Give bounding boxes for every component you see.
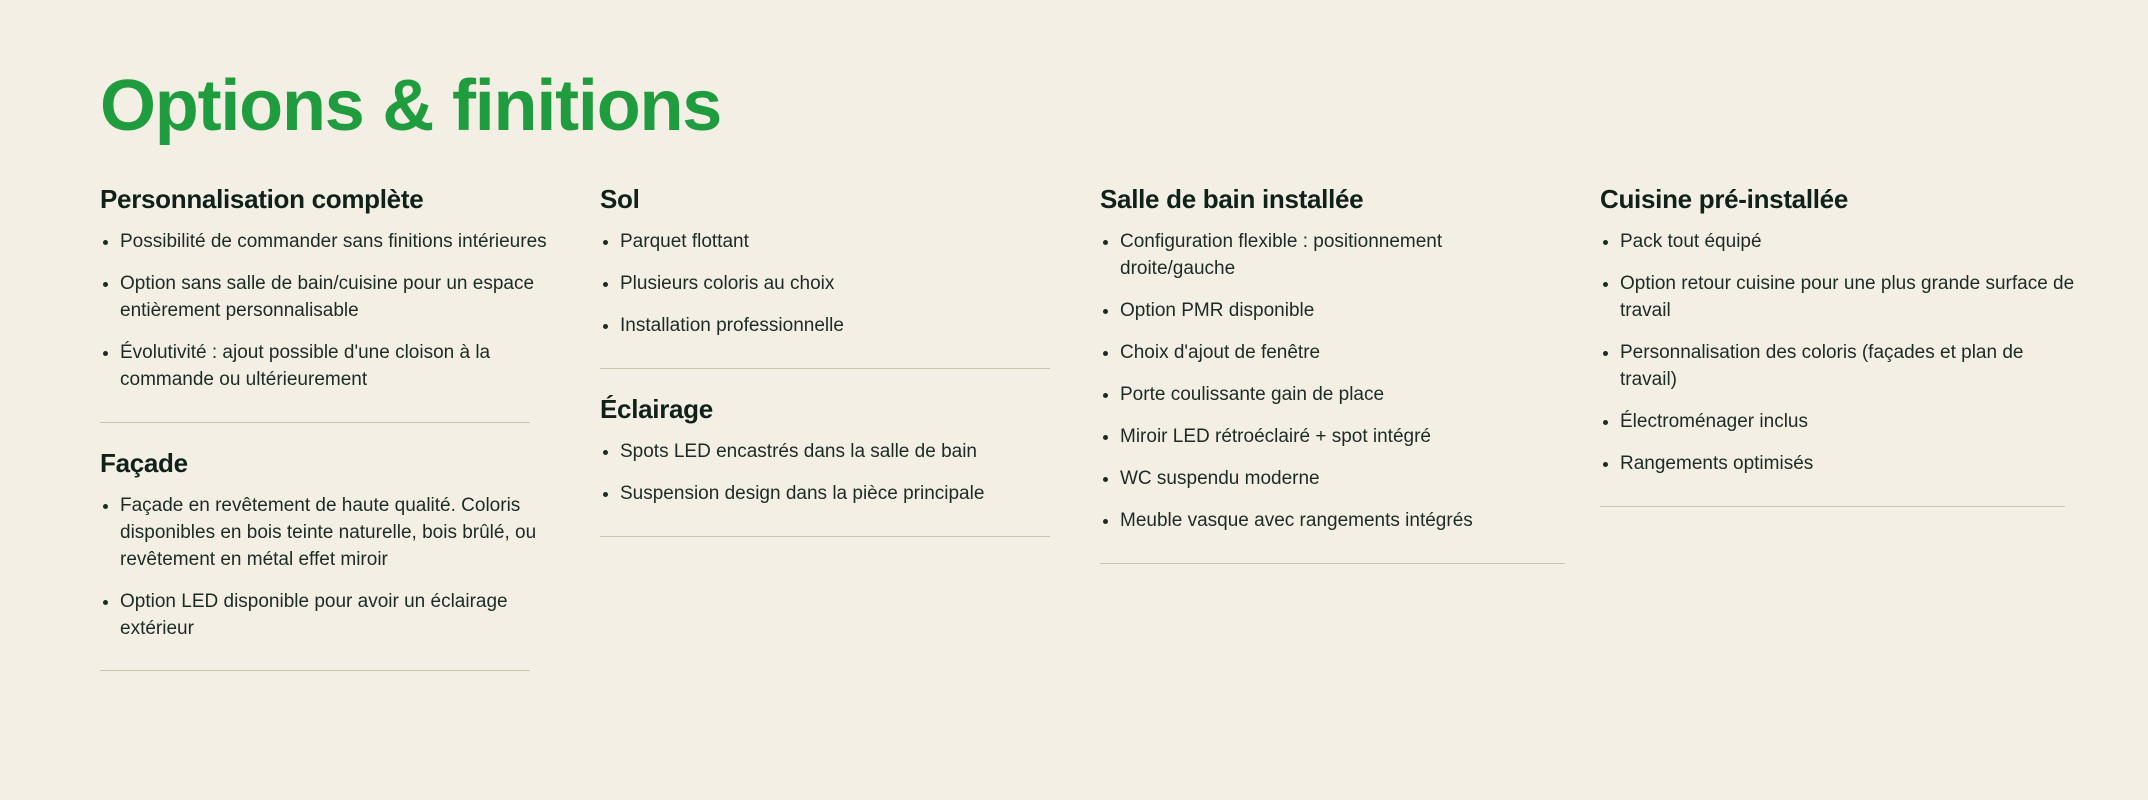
- section-divider: [100, 422, 530, 423]
- section-title: Sol: [600, 184, 640, 214]
- bullet-list: [1600, 229, 2080, 478]
- list-item: Installation professionnelle: [600, 313, 1060, 340]
- list-item: Plusieurs coloris au choix: [600, 271, 1060, 298]
- section-divider: [1600, 506, 2065, 507]
- section-sol: [600, 185, 1060, 369]
- list-item: Meuble vasque avec rangements intégrés: [1100, 508, 1560, 535]
- section-personnalisation-complete: [100, 185, 560, 423]
- list-item: Suspension design dans la pièce principale: [600, 481, 1060, 508]
- list-item: Façade en revêtement de haute qualité. Coloris disponibles en bois teinte naturelle, bois brûlé, ou revêtement en métal effet miroir: [100, 493, 560, 574]
- list-item: Option PMR disponible: [1100, 298, 1560, 325]
- section-title: Personnalisation complète: [100, 184, 424, 214]
- section-divider: [600, 536, 1050, 537]
- columns-container: [100, 185, 2090, 671]
- list-item: Parquet flottant: [600, 229, 1060, 256]
- list-item: Miroir LED rétroéclairé + spot intégré: [1100, 424, 1560, 451]
- section-divider: [1100, 563, 1565, 564]
- list-item: Évolutivité : ajout possible d'une cloison à la commande ou ultérieurement: [100, 340, 560, 394]
- list-item: Option retour cuisine pour une plus grande surface de travail: [1600, 271, 2080, 325]
- section-divider: [100, 670, 530, 671]
- page-title: Options & finitions: [100, 66, 722, 147]
- list-item: Option LED disponible pour avoir un éclairage extérieur: [100, 589, 560, 643]
- list-item: Configuration flexible : positionnement droite/gauche: [1100, 229, 1560, 283]
- section-salle-de-bain: [1100, 185, 1560, 564]
- bullet-list: [100, 493, 560, 643]
- section-cuisine: [1600, 185, 2080, 507]
- section-divider: [600, 368, 1050, 369]
- list-item: Pack tout équipé: [1600, 229, 2080, 256]
- list-item: Électroménager inclus: [1600, 409, 2080, 436]
- section-eclairage: [600, 395, 1060, 537]
- column-personnalisation: [100, 185, 600, 671]
- bullet-list: [600, 439, 1060, 508]
- list-item: Option sans salle de bain/cuisine pour un espace entièrement personnalisable: [100, 271, 560, 325]
- column-sol-eclairage: [600, 185, 1100, 537]
- list-item: Spots LED encastrés dans la salle de bain: [600, 439, 1060, 466]
- section-title: Façade: [100, 447, 188, 478]
- list-item: Personnalisation des coloris (façades et plan de travail): [1600, 340, 2080, 394]
- column-salle-de-bain: [1100, 185, 1600, 564]
- section-title: Cuisine pré-installée: [1600, 184, 1849, 214]
- list-item: Possibilité de commander sans finitions intérieures: [100, 229, 560, 256]
- section-facade: [100, 449, 560, 672]
- bullet-list: [100, 229, 560, 394]
- list-item: WC suspendu moderne: [1100, 466, 1560, 493]
- list-item: Rangements optimisés: [1600, 451, 2080, 478]
- column-cuisine: [1600, 185, 2090, 507]
- bullet-list: [1100, 229, 1560, 535]
- bullet-list: [600, 229, 1060, 340]
- list-item: Choix d'ajout de fenêtre: [1100, 340, 1560, 367]
- list-item: Porte coulissante gain de place: [1100, 382, 1560, 409]
- section-title: Éclairage: [600, 393, 713, 424]
- section-title: Salle de bain installée: [1100, 184, 1364, 214]
